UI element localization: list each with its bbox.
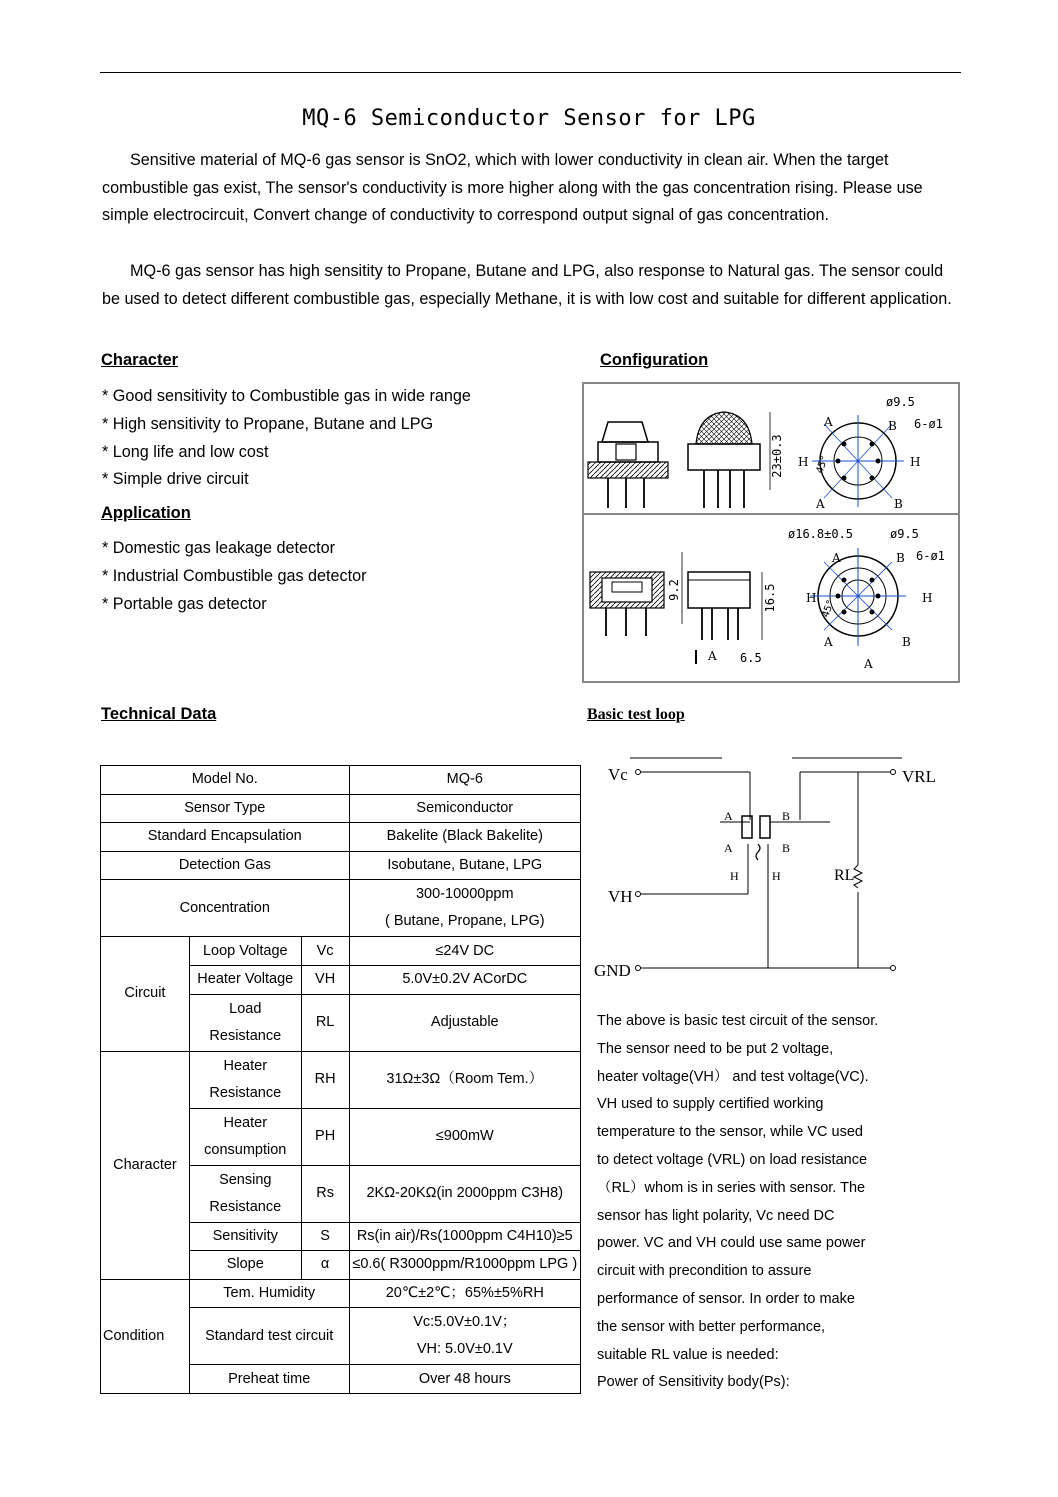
svg-text:ø9.5: ø9.5 [890,527,919,541]
application-item: * Portable gas detector [102,594,267,613]
svg-text:B: B [782,809,791,823]
svg-text:H: H [798,455,809,469]
character-list [102,383,471,494]
configuration-heading: Configuration [600,351,709,369]
test-circuit-diagram [590,740,950,990]
table-row: Heater consumption PH ≤900mW [101,1108,581,1165]
character-heading: Character [101,351,179,369]
table-row: Heater Voltage VH 5.0V±0.2V ACorDC [101,965,581,994]
table-row: Slope α ≤0.6( R3000ppm/R1000ppm LPG ) [101,1251,581,1280]
svg-text:H: H [922,591,933,605]
test-loop-heading: Basic test loop [587,706,685,723]
svg-text:A: A [724,841,733,855]
vrl-label: VRL [902,767,936,786]
svg-text:B: B [896,551,905,565]
table-row: Standard Encapsulation Bakelite (Black Bakelite) [101,823,581,852]
svg-text:ø16.8±0.5: ø16.8±0.5 [788,527,854,541]
dim-diameter-label: ø9.5 [886,395,915,409]
svg-text:A: A [864,657,873,671]
table-row: Model No. MQ-6 [101,766,581,795]
table-row: Preheat time Over 48 hours [101,1365,581,1394]
configuration-drawing [584,384,958,681]
test-loop-description: The above is basic test circuit of the sensor. The sensor need to be put 2 voltage, heater voltage(VH） and test voltage(VC). VH used to supply certified working temperature to the sensor, while VC used to detect voltage (VRL) on load resistance （RL）whom is in series with sensor. The sensor has light polarity, Vc need DC power. VC and VH could use same power circuit with precondition to assure performance of sensor. In order to make the sensor with better performance, suitable RL value is needed: Power of Sensitivity body(Ps): [597,1013,879,1391]
table-row: Circuit Loop Voltage Vc ≤24V DC [101,937,581,966]
table-row: Sensitivity S Rs(in air)/Rs(1000ppm C4H10)≥5 [101,1222,581,1251]
svg-text:A: A [816,497,825,511]
technical-data-table [100,765,581,1394]
character-item: * Good sensitivity to Combustible gas in wide range [102,387,471,405]
application-item: * Industrial Combustible gas detector [102,566,367,585]
svg-text:H: H [806,591,817,605]
table-row: Load Resistance RL Adjustable [101,994,581,1051]
character-item: * Simple drive circuit [102,470,249,489]
table-row: Sensing Resistance Rs 2KΩ-20KΩ(in 2000ppm C3H8) [101,1165,581,1222]
svg-text:B: B [888,419,897,433]
svg-text:B: B [902,635,911,649]
svg-text:H: H [772,869,781,883]
svg-text:45°: 45° [814,454,831,476]
table-row: Standard test circuit Vc:5.0V±0.1V； VH: 5.0V±0.1V [101,1308,581,1365]
table-row: Detection Gas Isobutane, Butane, LPG [101,851,581,880]
application-list [102,535,367,618]
svg-text:A: A [832,551,841,565]
svg-text:A: A [824,415,833,429]
application-item: * Domestic gas leakage detector [102,539,336,557]
svg-text:6.5: 6.5 [740,651,762,665]
gnd-label: GND [594,961,631,980]
table-row: Character Heater Resistance RH 31Ω±3Ω（Room Tem.） [101,1051,581,1108]
character-item: * Long life and low cost [102,442,269,461]
svg-text:9.2: 9.2 [667,579,681,601]
svg-text:A: A [724,809,733,823]
svg-text:B: B [782,841,791,855]
table-row: Sensor Type Semiconductor [101,794,581,823]
svg-text:6-ø1: 6-ø1 [916,549,945,563]
intro-paragraph-2: MQ-6 gas sensor has high sensitity to Propane, Butane and LPG, also response to Natural gas. The sensor could be used to detect different combustible gas, especially Methane, it is with low cost and suitable for different application. [102,262,952,308]
header-rule [100,72,961,73]
svg-text:H: H [730,869,739,883]
svg-text:16.5: 16.5 [763,583,777,613]
svg-text:A: A [824,635,833,649]
table-row: Concentration 300-10000ppm ( Butane, Propane, LPG) [101,880,581,937]
vh-label: VH [608,887,633,906]
svg-text:A: A [708,649,717,663]
dim-height-label: 23±0.3 [770,434,784,478]
character-item: * High sensitivity to Propane, Butane and LPG [102,414,434,433]
configuration-figure [582,382,960,683]
rl-label: RL [834,867,855,884]
dim-pins-label: 6-ø1 [914,417,943,431]
svg-text:H: H [910,455,921,469]
vc-label: Vc [608,765,628,784]
svg-text:B: B [894,497,903,511]
svg-text:45°: 45° [820,598,837,620]
intro-paragraph-1: Sensitive material of MQ-6 gas sensor is SnO2, which with lower conductivity in clean air. When the target combustible gas exist, The sensor's conductivity is more higher along with the gas concentration rising. Please use simple electrocircuit, Convert change of conductivity to correspond output signal of gas concentration. [102,151,923,225]
page-title: MQ-6 Semiconductor Sensor for LPG [302,106,756,131]
table-row: Condition Tem. Humidity 20℃±2℃；65%±5%RH [101,1279,581,1308]
application-heading: Application [101,504,191,522]
technical-data-heading: Technical Data [101,705,217,723]
